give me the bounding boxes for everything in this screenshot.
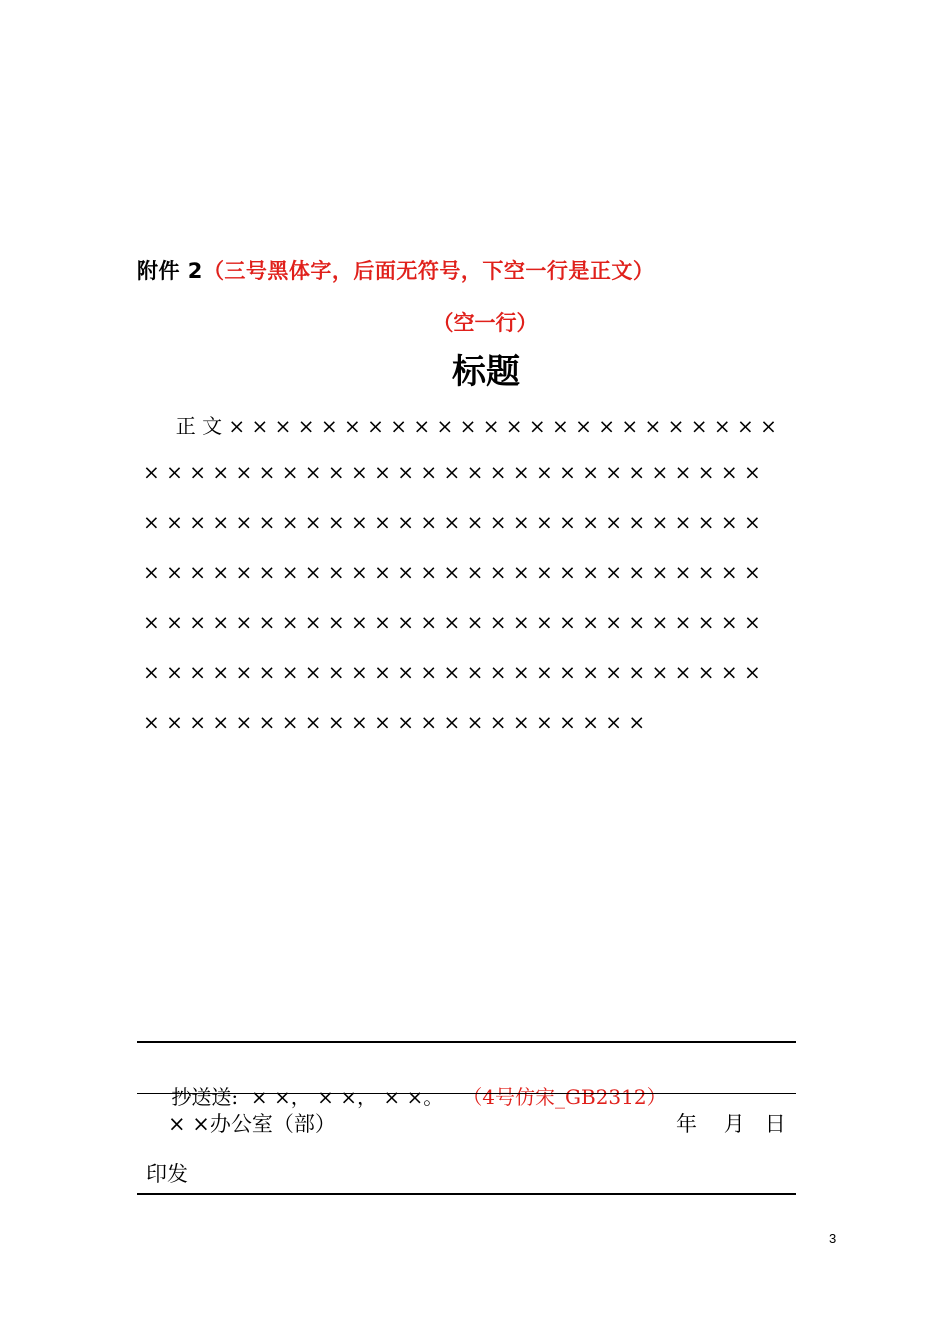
body-line: × × × × × × × × × × × × × × × × × × × × × × × × × × × (143, 560, 761, 584)
footer-bottom-rule (137, 1193, 796, 1195)
body-line: × × × × × × × × × × × × × × × × × × × × × × × × × × × (143, 660, 761, 684)
body-line: × × × × × × × × × × × × × × × × × × × × × × (143, 710, 646, 734)
footer-top-rule (137, 1041, 796, 1043)
attachment-heading (137, 255, 654, 285)
footer-middle-rule (137, 1093, 796, 1094)
cc-format-note: （4号仿宋_GB2312） (462, 1085, 667, 1109)
issuing-office: × ×办公室（部） (168, 1112, 336, 1136)
blank-line-note: （空一行） (432, 311, 538, 335)
page-number: 3 (829, 1231, 837, 1246)
body-line: 正 文 × × × × × × × × × × × × × × × × × × × × × × × × (163, 414, 777, 438)
body-line: × × × × × × × × × × × × × × × × × × × × × × × × × × × (143, 510, 761, 534)
issue-date: 年 月 日 (676, 1112, 786, 1136)
document-title: 标题 (452, 352, 520, 392)
body-line: × × × × × × × × × × × × × × × × × × × × × × × × × × × (143, 610, 761, 634)
attachment-label: 附件 2 (137, 259, 203, 283)
cc-recipients: 抄送送: × ×， × ×， × ×。 (171, 1085, 444, 1109)
attachment-format-note: （三号黑体字，后面无符号，下空一行是正文） (202, 259, 655, 283)
issued-label: 印发 (146, 1162, 188, 1186)
body-line: × × × × × × × × × × × × × × × × × × × × × × × × × × × (143, 460, 761, 484)
